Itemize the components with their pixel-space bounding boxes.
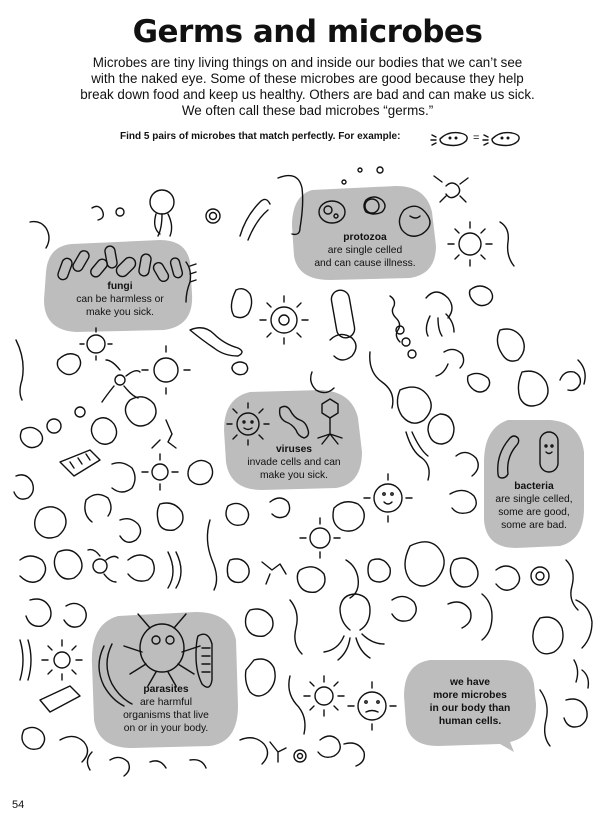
example-microbe-b xyxy=(483,133,519,146)
bubble-text: in our body than xyxy=(429,703,511,714)
bubble-text: can be harmless or xyxy=(76,294,164,305)
bubble-text: we have xyxy=(449,677,491,688)
bubble-text: make you sick. xyxy=(259,470,329,481)
bubble-heading: viruses xyxy=(275,444,313,455)
bubble-heading: protozoa xyxy=(343,232,387,243)
bubble-text: on or in your body. xyxy=(123,723,209,734)
protozoa-bubble xyxy=(296,231,434,270)
bubble-text: are single celled xyxy=(327,245,403,256)
bubble-heading: fungi xyxy=(107,281,133,292)
bubble-text: invade cells and can xyxy=(247,457,341,468)
parasites-bubble xyxy=(94,683,238,735)
bubble-text: human cells. xyxy=(438,716,502,727)
bubble-text: some are good, xyxy=(498,507,570,518)
fungi-bubble xyxy=(50,280,190,319)
intro-line: Microbes are tiny living things on and inside our bodies that we can’t see xyxy=(92,55,523,70)
example-equals-sign: = xyxy=(473,132,480,144)
bacteria-bubble xyxy=(484,480,584,532)
bubble-heading: bacteria xyxy=(514,481,554,492)
page-title: Germs and microbes xyxy=(132,14,483,50)
page-number: 54 xyxy=(12,799,25,811)
bubble-heading: parasites xyxy=(143,684,189,695)
bubble-text: and can cause illness. xyxy=(314,258,416,269)
bubble-text: make you sick. xyxy=(85,307,155,318)
microbes-fact-bubble xyxy=(406,676,534,728)
intro-paragraph xyxy=(40,55,575,119)
bubble-text: are single celled, xyxy=(495,494,573,505)
instruction-text: Find 5 pairs of microbes that match perfectly. For example: xyxy=(120,131,401,142)
bubble-text: some are bad. xyxy=(501,520,567,531)
viruses-bubble xyxy=(226,443,362,482)
intro-line: break down food and keep us healthy. Others are bad and can make us sick. xyxy=(80,87,535,102)
bubble-text: more microbes xyxy=(433,690,507,701)
bubble-text: organisms that live xyxy=(123,710,209,721)
example-microbe-a xyxy=(431,133,467,146)
intro-line: We often call these bad microbes “germs.” xyxy=(181,103,434,118)
bubble-text: are harmful xyxy=(139,697,193,708)
intro-line: with the naked eye. Some of these microbes are good because they help xyxy=(91,71,524,86)
